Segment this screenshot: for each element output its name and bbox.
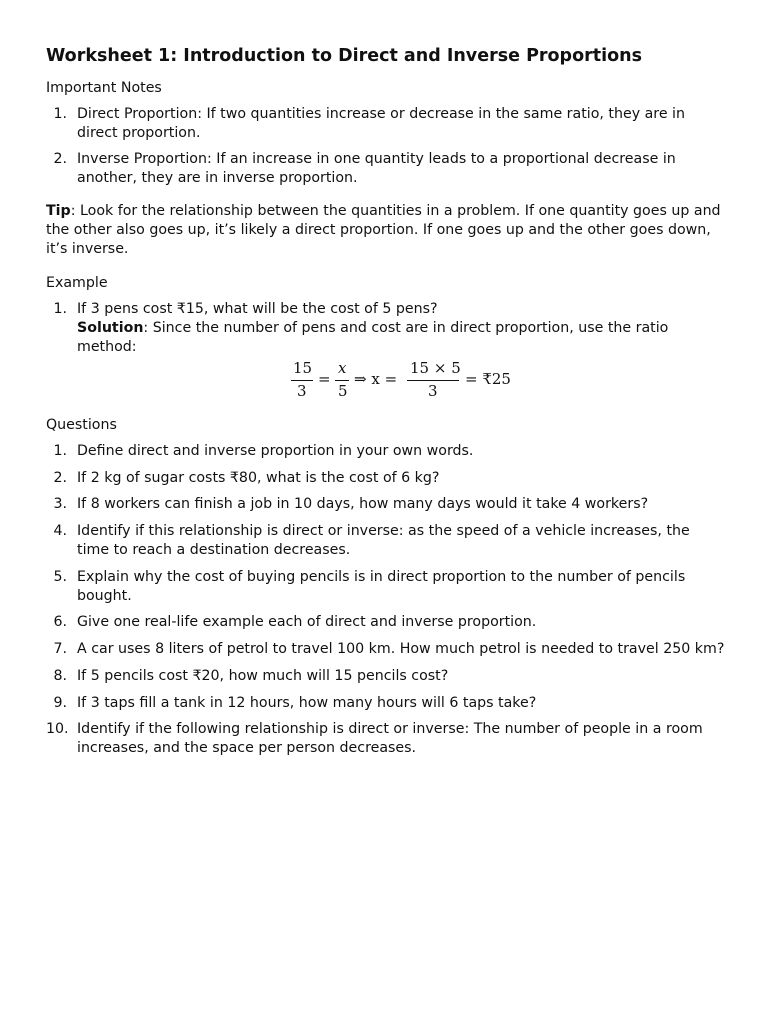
question-text: If 8 workers can finish a job in 10 days, how many days would it take 4 workers? bbox=[77, 496, 649, 513]
list-number: 7. bbox=[53, 641, 67, 658]
note-text: : If two quantities increase or decrease in the same ratio, they are in direct proportion. bbox=[77, 106, 685, 141]
list-item bbox=[46, 613, 726, 632]
list-number: 1. bbox=[53, 301, 67, 317]
example-heading: Example bbox=[46, 275, 108, 291]
example-question: If 3 pens cost ₹15, what will be the cost of 5 pens? bbox=[77, 301, 438, 317]
list-number: 5. bbox=[53, 568, 67, 585]
worksheet-page bbox=[46, 44, 726, 766]
fraction-3-numerator: 15 × 5 bbox=[410, 359, 461, 377]
question-text: If 5 pencils cost ₹20, how much will 15 pencils cost? bbox=[77, 667, 449, 684]
question-text: Identify if this relationship is direct or inverse: as the speed of a vehicle increases, the time to reach a destination decreases. bbox=[77, 523, 690, 559]
solution-label: Solution bbox=[77, 320, 144, 336]
list-item bbox=[46, 694, 726, 713]
questions-heading: Questions bbox=[46, 417, 117, 433]
list-number: 2. bbox=[53, 469, 67, 486]
fraction-3-denominator: 3 bbox=[428, 382, 438, 400]
solution-text: : Since the number of pens and cost are in direct proportion, use the ratio method: bbox=[77, 320, 669, 355]
list-item bbox=[46, 568, 726, 606]
list-number: 1. bbox=[53, 443, 67, 459]
fraction-bar bbox=[335, 380, 349, 381]
notes-heading: Important Notes bbox=[46, 80, 162, 96]
tip-label: Tip bbox=[46, 203, 71, 219]
example-list bbox=[46, 300, 726, 357]
note-term: Direct Proportion bbox=[77, 106, 198, 122]
question-text: A car uses 8 liters of petrol to travel 100 km. How much petrol is needed to travel 250 km? bbox=[77, 641, 725, 658]
list-item bbox=[46, 667, 726, 686]
list-item bbox=[46, 720, 726, 758]
list-item bbox=[46, 469, 726, 488]
list-number: 1. bbox=[53, 106, 67, 122]
notes-list bbox=[46, 105, 726, 188]
question-text: Explain why the cost of buying pencils is in direct proportion to the number of pencils bought. bbox=[77, 568, 686, 604]
list-item bbox=[46, 495, 726, 514]
questions-list bbox=[46, 442, 726, 758]
question-text: Identify if the following relationship is direct or inverse: The number of people in a room increases, and the space per person decreases. bbox=[77, 721, 703, 757]
question-text: Define direct and inverse proportion in your own words. bbox=[77, 443, 474, 459]
equation-result: = ₹25 bbox=[465, 370, 511, 388]
list-number: 4. bbox=[53, 523, 67, 540]
note-text: : If an increase in one quantity leads to a proportional decrease in another, they are in inverse proportion. bbox=[77, 151, 676, 186]
list-number: 9. bbox=[53, 694, 67, 711]
fraction-1-numerator: 15 bbox=[293, 359, 313, 377]
list-number: 3. bbox=[53, 496, 67, 513]
tip-paragraph bbox=[46, 202, 726, 259]
list-number: 6. bbox=[53, 614, 67, 631]
equals-sign: = bbox=[318, 370, 331, 388]
list-item bbox=[46, 442, 726, 461]
fraction-bar bbox=[407, 380, 459, 381]
example-solution bbox=[77, 319, 726, 357]
ratio-equation bbox=[46, 359, 726, 403]
list-number: 8. bbox=[53, 667, 67, 684]
fraction-2-numerator: x bbox=[338, 359, 347, 377]
fraction-1-denominator: 3 bbox=[297, 382, 307, 400]
implies-x-equals: ⇒ x = bbox=[354, 370, 398, 388]
fraction-2-denominator: 5 bbox=[338, 382, 348, 400]
note-term: Inverse Proportion bbox=[77, 151, 207, 167]
note-item-inverse bbox=[46, 150, 726, 188]
list-number: 10. bbox=[46, 721, 69, 738]
worksheet-title: Worksheet 1: Introduction to Direct and Inverse Proportions bbox=[46, 46, 642, 66]
list-number: 2. bbox=[53, 151, 67, 167]
question-text: If 3 taps fill a tank in 12 hours, how many hours will 6 taps take? bbox=[77, 694, 537, 711]
question-text: Give one real-life example each of direct and inverse proportion. bbox=[77, 614, 537, 631]
tip-text: : Look for the relationship between the quantities in a problem. If one quantity goes up and the other also goes up, it’s likely a direct proportion. If one goes up and the other goes down, it’s inverse. bbox=[46, 203, 721, 257]
example-item bbox=[46, 300, 726, 357]
list-item bbox=[46, 640, 726, 659]
note-item-direct bbox=[46, 105, 726, 143]
fraction-bar bbox=[291, 380, 313, 381]
question-text: If 2 kg of sugar costs ₹80, what is the cost of 6 kg? bbox=[77, 469, 440, 486]
list-item bbox=[46, 522, 726, 560]
